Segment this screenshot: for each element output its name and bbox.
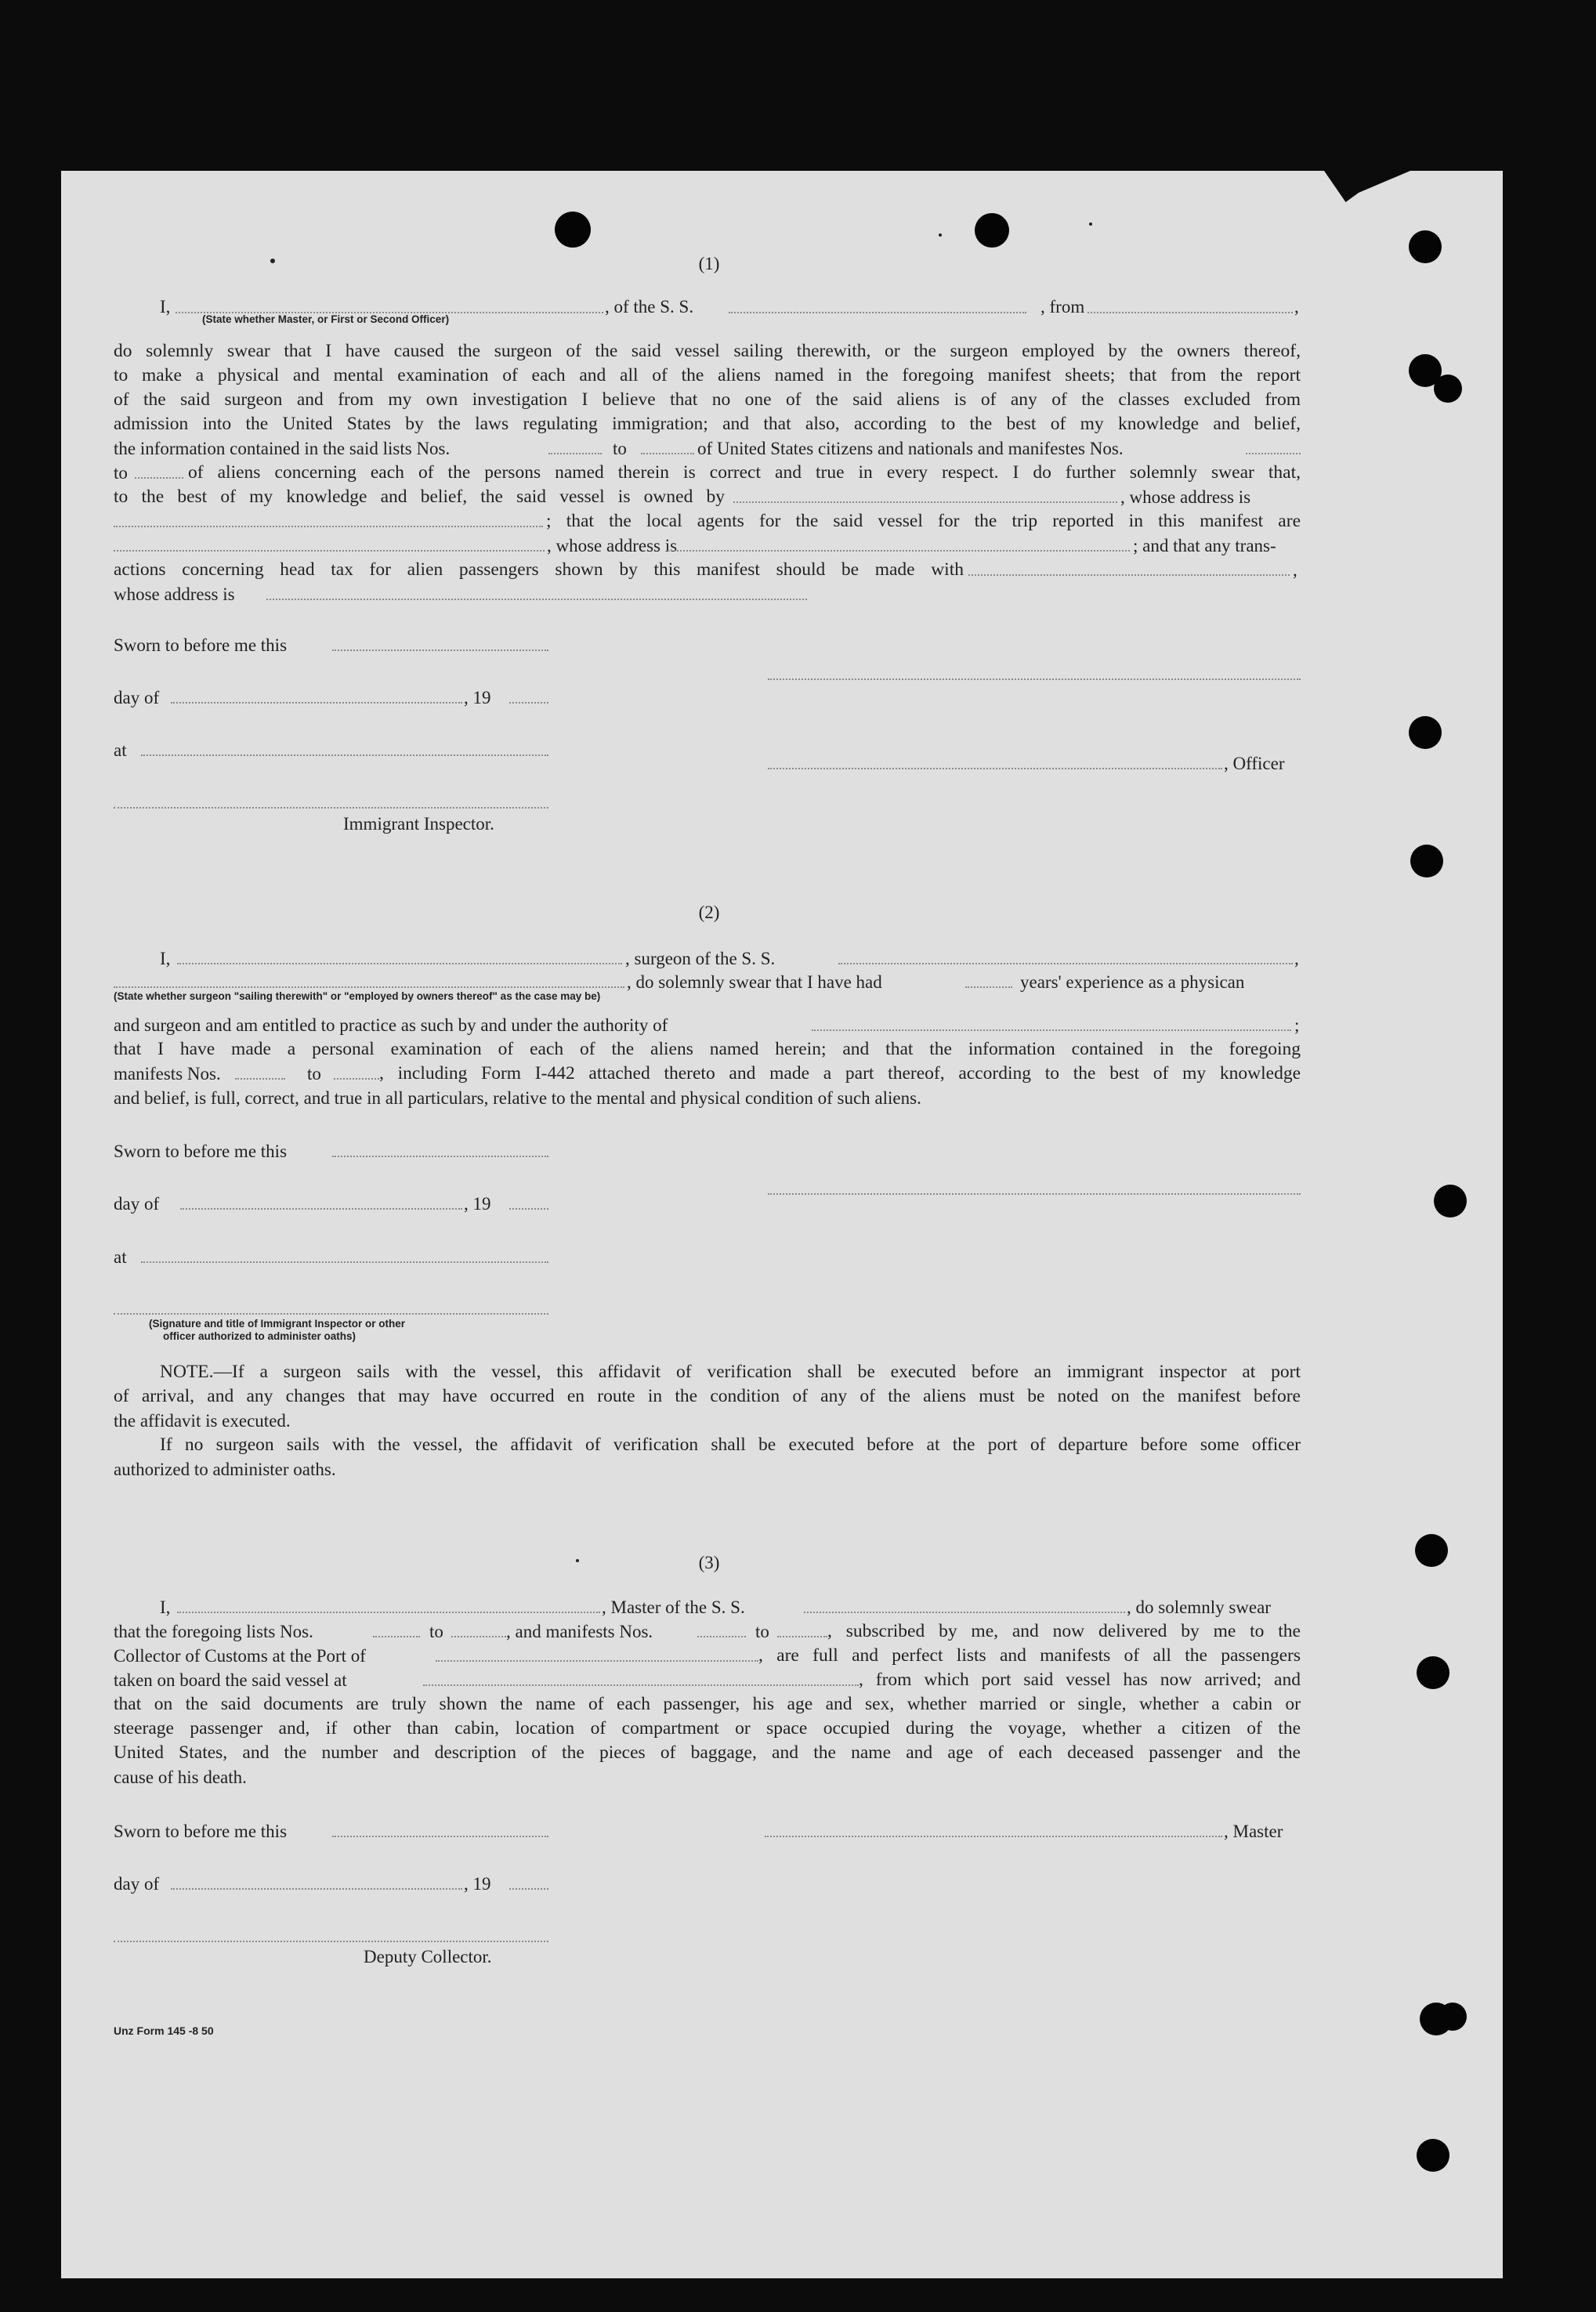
section-number: (1) [698,254,720,273]
punch-hole [1409,716,1442,749]
of-ss-label: , of the S. S. [605,297,694,317]
master-of-label: , Master of the S. S. [602,1597,745,1617]
at-place-field[interactable] [141,754,548,756]
comma: , [1294,297,1299,317]
section-number: (3) [698,1553,720,1572]
oath-line: the information contained in the said lists Nos. [114,439,451,458]
oath-line: admission into the United States by the laws regulating immigration; and that also, according to the best of my knowledge and belief, [114,415,1301,434]
owner-field[interactable] [733,501,1117,503]
inspector-signature-field[interactable] [114,1313,548,1315]
punch-hole [1410,845,1443,877]
vessel-name-field[interactable] [804,1612,1125,1613]
inspector-label: Immigrant Inspector. [343,814,494,834]
oath-line: manifests Nos. [114,1064,221,1084]
manifests-from-field[interactable] [1246,453,1301,454]
authority-field[interactable] [812,1029,1291,1031]
oath-line: of the said surgeon and from my own investigation I believe that no one of the said aliens is of any of the classes excluded from [114,391,1301,410]
signature-hint: officer authorized to administer oaths) [163,1330,356,1342]
swear-text: , do solemnly swear that I have had [627,972,882,992]
lists-to-field[interactable] [451,1636,506,1637]
oath-line: steerage passenger and, if other than cabin, location of compartment or space occupied during the voyage, whether a citizen of the [114,1720,1301,1739]
sworn-day-field[interactable] [332,1156,548,1157]
oath-line: , are full and perfect lists and manifests of all the passengers [758,1647,1301,1666]
month-field[interactable] [180,1208,462,1210]
to-label: to [307,1064,321,1084]
to-label: to [755,1622,769,1641]
punch-hole [1439,2003,1467,2031]
manifests-to-field[interactable] [334,1078,379,1080]
oath-line: and belief, is full, correct, and true in all particulars, relative to the mental and physical condition of such aliens. [114,1088,921,1108]
speck [270,259,275,263]
sworn-label: Sworn to before me this [114,635,288,655]
surgeon-signature-field[interactable] [768,1193,1301,1195]
at-label: at [114,1247,127,1267]
officer-hint: (State whether Master, or First or Second Officer) [202,313,450,325]
year-label: , 19 [464,688,491,707]
year-field[interactable] [509,1208,548,1210]
manifests-from-field[interactable] [697,1636,746,1637]
deputy-signature-field[interactable] [114,1941,548,1942]
sworn-label: Sworn to before me this [114,1822,288,1841]
lists-from-field[interactable] [373,1636,420,1637]
oath-line: ; and that any trans- [1133,536,1276,555]
owner-address-field[interactable] [114,526,543,527]
agents-field[interactable] [114,550,545,552]
manifests-to-field[interactable] [777,1636,827,1637]
oath-line: Collector of Customs at the Port of [114,1646,366,1666]
officer-signature-field[interactable] [768,678,1301,680]
note-line: of arrival, and any changes that may have occurred en route in the condition of any of the aliens must be noted on the manifest before [114,1388,1301,1406]
from-port-field[interactable] [1088,312,1293,313]
oath-line: , subscribed by me, and now delivered by me to the [827,1623,1301,1641]
embark-port-field[interactable] [423,1684,859,1686]
day-of-label: day of [114,1874,160,1894]
comma: , [1294,949,1299,968]
vessel-name-field[interactable] [729,312,1026,313]
month-field[interactable] [171,702,462,704]
master-label: , Master [1224,1822,1283,1841]
sworn-day-field[interactable] [332,649,548,651]
section-number: (2) [698,903,720,922]
punch-hole [975,213,1009,248]
speck [939,233,942,237]
oath-line: that the foregoing lists Nos. [114,1622,313,1641]
swear-text: , do solemnly swear [1127,1597,1271,1617]
head-tax-address-field[interactable] [266,599,807,600]
to-label: to [613,439,627,458]
oath-line: , from which port said vessel has now arrived; and [859,1671,1301,1690]
to-label: to [114,463,128,483]
agents-address-field[interactable] [668,550,1130,552]
oath-line: ; that the local agents for the said vessel for the trip reported in this manifest are [546,512,1301,531]
punch-hole [1417,1656,1449,1689]
oath-line: cause of his death. [114,1767,247,1787]
surgeon-status-field[interactable] [114,986,624,988]
oath-line: that I have made a personal examination of each of the aliens named herein; and that the information contained in the foregoing [114,1040,1301,1059]
at-label: at [114,740,127,760]
master-name-field[interactable] [177,1612,600,1613]
oath-line: , whose address is [1120,487,1251,507]
oath-line: taken on board the said vessel at [114,1670,347,1690]
oath-line: , whose address is [547,536,678,555]
surgeon-hint: (State whether surgeon "sailing therewith" or "employed by owners thereof" as the case may be) [114,990,601,1002]
punch-hole [1409,230,1442,263]
year-field[interactable] [509,702,548,704]
surgeon-of-label: , surgeon of the S. S. [625,949,776,968]
oath-line: to the best of my knowledge and belief, the said vessel is owned by [114,488,725,507]
oath-line: actions concerning head tax for alien passengers shown by this manifest should be made with [114,561,964,580]
vessel-name-field[interactable] [838,963,1293,964]
oath-line: that on the said documents are truly shown the name of each passenger, his age and sex, whether married or single, whether a cabin or [114,1695,1301,1714]
month-field[interactable] [171,1888,462,1890]
oath-line: whose address is [114,584,235,604]
note-line: authorized to administer oaths. [114,1460,336,1479]
speck [1089,223,1092,226]
oath-line: do solemnly swear that I have caused the surgeon of the said vessel sailing therewith, or the surgeon employed by the owners thereof, [114,342,1301,361]
i-label: I, [160,297,171,317]
comma: , [1293,560,1297,580]
note-line: If no surgeon sails with the vessel, the affidavit of verification shall be executed before at the port of departure before some officer [160,1436,1301,1455]
oath-line: to make a physical and mental examination of each and all of the aliens named in the foregoing manifest sheets; that from the report [114,367,1301,385]
manifests-to-field[interactable] [135,477,183,479]
form-page [61,171,1503,2278]
oath-line: United States, and the number and description of the pieces of baggage, and the name and age of each deceased passenger and the [114,1744,1301,1763]
port-field[interactable] [436,1660,758,1662]
form-id: Unz Form 145 -8 50 [114,2024,214,2037]
oath-line: of aliens concerning each of the persons named therein is correct and true in every respect. I do further solemnly swear that, [188,464,1301,483]
lists-to-field[interactable] [641,453,694,454]
surgeon-name-field[interactable] [177,963,622,964]
years-field[interactable] [965,986,1012,988]
officer-title-field[interactable] [768,768,1222,769]
day-of-label: day of [114,688,160,707]
officer-label: , Officer [1224,754,1285,773]
inspector-signature-field[interactable] [114,807,548,809]
oath-line: , including Form I-442 attached thereto and made a part thereof, according to the best of my knowledge [379,1065,1301,1084]
note-line: the affidavit is executed. [114,1411,291,1431]
signature-hint: (Signature and title of Immigrant Inspector or other [149,1318,406,1330]
sworn-label: Sworn to before me this [114,1142,288,1161]
master-signature-field[interactable] [765,1836,1222,1837]
semicolon: ; [1294,1015,1300,1035]
lists-from-field[interactable] [548,453,602,454]
to-label: to [429,1622,443,1641]
from-label: , from [1040,297,1085,317]
speck [576,1559,579,1562]
punch-hole [1434,1185,1467,1218]
note-line: NOTE.—If a surgeon sails with the vessel, this affidavit of verification shall be executed before an immigrant inspector at port [160,1363,1301,1382]
manifests-from-field[interactable] [235,1078,285,1080]
head-tax-field[interactable] [968,574,1290,576]
i-label: I, [160,949,171,968]
punch-hole [1434,374,1462,403]
swear-text: years' experience as a physican [1020,972,1245,992]
year-label: , 19 [464,1194,491,1214]
year-label: , 19 [464,1874,491,1894]
punch-hole [1417,2139,1449,2172]
sworn-day-field[interactable] [332,1836,548,1837]
day-of-label: day of [114,1194,160,1214]
at-place-field[interactable] [141,1261,548,1263]
oath-line: of United States citizens and nationals and manifestes Nos. [697,439,1124,458]
punch-hole [555,212,591,248]
year-field[interactable] [509,1888,548,1890]
deputy-label: Deputy Collector. [364,1947,492,1966]
oath-line: and surgeon and am entitled to practice as such by and under the authority of [114,1015,668,1035]
punch-hole [1415,1534,1448,1567]
oath-line: , and manifests Nos. [506,1622,653,1641]
i-label: I, [160,1597,171,1617]
